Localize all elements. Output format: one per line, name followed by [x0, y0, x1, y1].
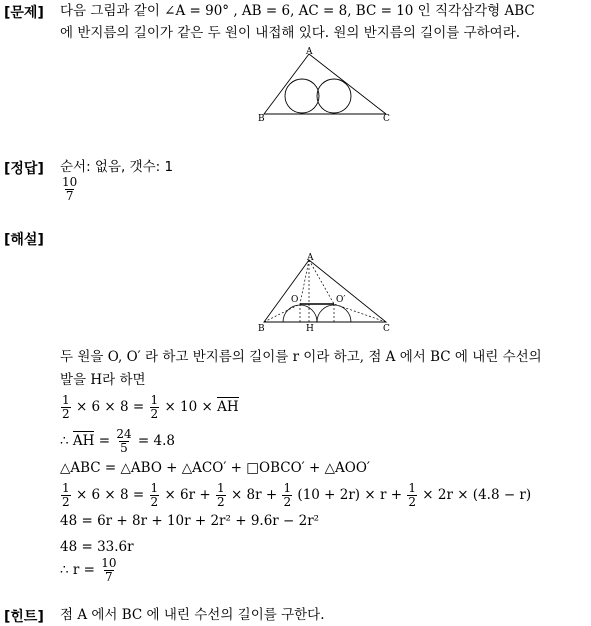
hint-text: 점 A 에서 BC 에 내린 수선의 길이를 구한다.	[60, 607, 325, 623]
solution-paragraph-2: 발을 H라 하면	[60, 372, 146, 388]
equation-5: 48 = 6r + 8r + 10r + 2r² + 9.6r − 2r²	[60, 513, 320, 529]
equation-2: ∴ AH = $\frac{24}{5}$ = 4.8	[60, 427, 175, 455]
fig2-label-o: O	[291, 295, 299, 305]
answer-meta: 순서: 없음, 갯수: 1	[60, 159, 174, 175]
equation-1: $\frac{1}{2}$ × 6 × 8 = $\frac{1}{2}$ × 10 × AH	[62, 393, 239, 421]
fig2-label-o-prime: O′	[336, 295, 346, 305]
problem-line-2: 에 반지름의 길이가 같은 두 원이 내접해 있다. 원의 반지름의 길이를 구하여라.	[60, 25, 521, 41]
fig2-label-h: H	[306, 324, 314, 334]
problem-figure	[255, 44, 395, 124]
fig1-label-c: C	[383, 114, 390, 124]
answer-denominator: 7	[65, 189, 74, 203]
answer-numerator: 10	[62, 175, 78, 189]
problem-line-1: 다음 그림과 같이 ∠A = 90° , AB = 6, AC = 8, BC = 10 인 직각삼각형 ABC	[60, 3, 535, 19]
equation-3: △ABC = △ABO + △ACO′ + □OBCO′ + △AOO′	[60, 460, 370, 476]
answer-value	[60, 176, 79, 203]
fig2-label-a: A	[307, 253, 314, 263]
solution-paragraph-1: 두 원을 O, O′ 라 하고 반지름의 길이를 r 이라 하고, 점 A 에서 BC 에 내린 수선의	[60, 349, 542, 365]
solution-label: [해설]	[4, 232, 44, 248]
fig1-label-b: B	[258, 114, 265, 124]
equation-4: $\frac{1}{2}$ × 6 × 8 = $\frac{1}{2}$ × 6r + $\frac{1}{2}$ × 8r + $\frac{1}{2}$ (10 + 2r) × r + $\frac{1}{2}$ × 2r × (4.8 − r)	[62, 481, 532, 509]
problem-label: [문제]	[4, 5, 44, 21]
segment-ah: AH	[217, 399, 239, 415]
fig2-label-c: C	[383, 324, 390, 334]
hint-label: [힌트]	[4, 609, 44, 625]
fig2-label-b: B	[258, 324, 265, 334]
equation-7: ∴ r = $\frac{10}{7}$	[60, 556, 117, 584]
solution-figure	[255, 252, 395, 334]
answer-label: [정답]	[4, 161, 44, 177]
fig1-label-a: A	[306, 47, 313, 57]
equation-6: 48 = 33.6r	[60, 539, 134, 555]
